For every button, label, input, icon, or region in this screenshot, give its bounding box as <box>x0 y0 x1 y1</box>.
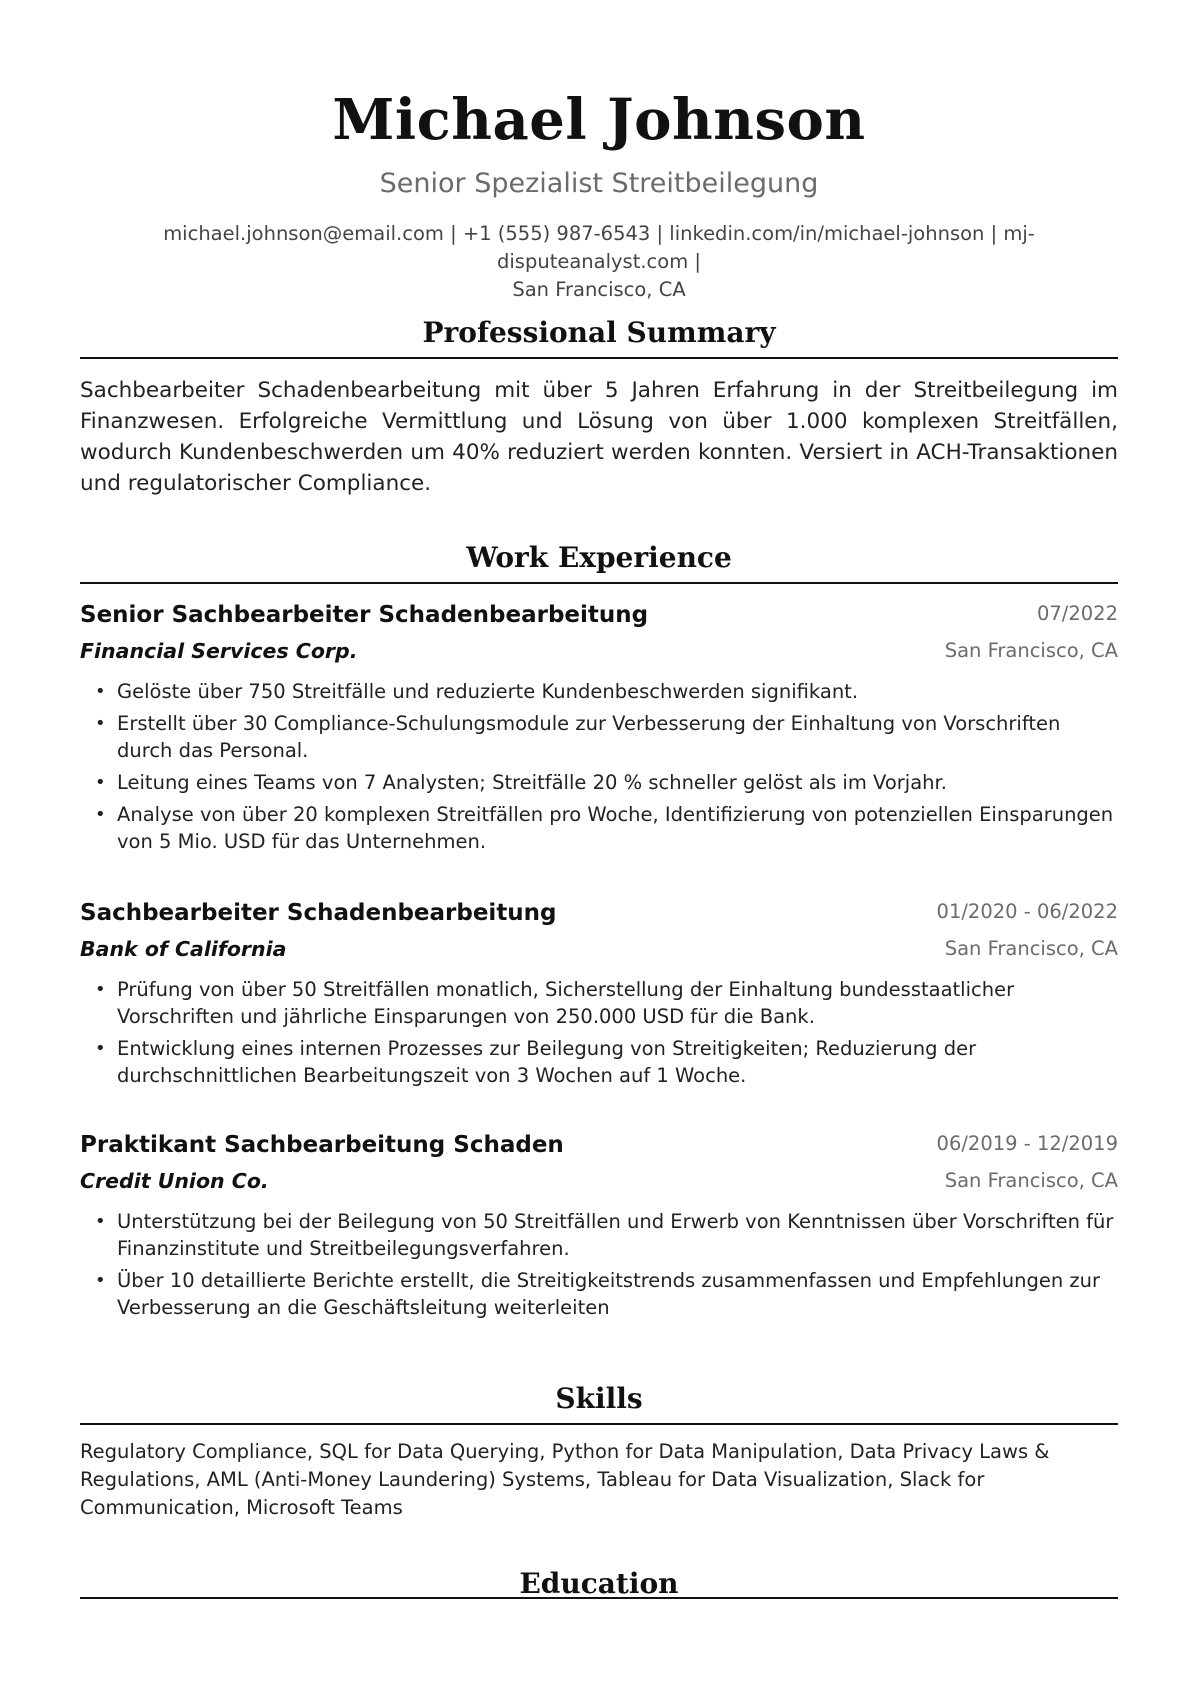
job-bullet: • Entwicklung eines internen Prozesses zur Beilegung von Streitigkeiten; Reduzierung der durchschnittlichen Bearbeitungszeit von 3 Wochen auf 1 Woche. <box>95 1037 977 1087</box>
job-entry <box>80 1128 1118 1326</box>
job-bullet: • Unterstützung bei der Beilegung von 50 Streitfällen und Erwerb von Kenntnissen über Vorschriften für Finanzinstitute und Streitbeilegungsverfahren. <box>95 1210 1114 1260</box>
bullet-icon: • <box>95 1211 106 1232</box>
summary-text: Sachbearbeiter Schadenbearbeitung mit über 5 Jahren Erfahrung in der Streitbeilegung im Finanzwesen. Erfolgreiche Vermittlung und Lösung von über 1.000 komplexen Streitfällen, wodurch Kundenbeschwerden um 40% reduziert werden konnten. Versiert in ACH-Transaktionen und regulatorischer Compliance. <box>80 378 1118 496</box>
bullet-icon: • <box>95 772 106 793</box>
skills-divider <box>80 1423 1118 1425</box>
job-company: Credit Union Co. <box>80 1169 269 1193</box>
skills-heading: Skills <box>555 1382 643 1415</box>
bullet-icon: • <box>95 979 106 1000</box>
job-bullet: • Gelöste über 750 Streitfälle und reduzierte Kundenbeschwerden signifikant. <box>95 680 859 703</box>
summary-heading: Professional Summary <box>422 316 776 349</box>
job-bullets <box>80 1208 1118 1321</box>
job-role: Praktikant Sachbearbeitung Schaden <box>80 1132 564 1158</box>
job-role: Sachbearbeiter Schadenbearbeitung <box>80 900 557 926</box>
experience-divider <box>80 582 1118 584</box>
job-location: San Francisco, CA <box>944 639 1118 662</box>
bullet-icon: • <box>95 713 106 734</box>
job-date: 01/2020 - 06/2022 <box>936 900 1118 923</box>
job-bullet: • Leitung eines Teams von 7 Analysten; Streitfälle 20 % schneller gelöst als im Vorjahr. <box>95 771 947 794</box>
bullet-icon: • <box>95 681 106 702</box>
contact-location: San Francisco, CA <box>512 278 686 301</box>
experience-heading: Work Experience <box>466 541 732 574</box>
candidate-title: Senior Spezialist Streitbeilegung <box>379 168 819 199</box>
summary-divider <box>80 357 1118 359</box>
bullet-icon: • <box>95 1270 106 1291</box>
skills-text: Regulatory Compliance, SQL for Data Querying, Python for Data Manipulation, Data Privacy Laws & Regulations, AML (Anti-Money Laundering) Systems, Tableau for Data Visualization, Slack for Communication, Microsoft Teams <box>80 1440 1050 1519</box>
job-entry <box>80 598 1118 860</box>
job-company: Bank of California <box>80 937 287 961</box>
job-location: San Francisco, CA <box>944 937 1118 960</box>
education-heading: Education <box>519 1567 679 1600</box>
job-bullets <box>80 678 1118 855</box>
job-bullet: • Erstellt über 30 Compliance-Schulungsmodule zur Verbesserung der Einhaltung von Vorschriften durch das Personal. <box>95 712 1061 762</box>
contact-info <box>80 220 1118 304</box>
job-date: 07/2022 <box>1036 602 1118 625</box>
job-role: Senior Sachbearbeiter Schadenbearbeitung <box>80 602 649 628</box>
bullet-icon: • <box>95 804 106 825</box>
education-divider <box>80 1597 1118 1599</box>
job-bullets <box>80 976 1118 1089</box>
bullet-icon: • <box>95 1038 106 1059</box>
contact-line: michael.johnson@email.com | +1 (555) 987-6543 | linkedin.com/in/michael-johnson | mj-disputeanalyst.com | <box>163 222 1035 273</box>
job-bullet: • Über 10 detaillierte Berichte erstellt, die Streitigkeitstrends zusammenfassen und Empfehlungen zur Verbesserung an die Geschäftsleitung weiterleiten <box>95 1269 1101 1319</box>
job-location: San Francisco, CA <box>944 1169 1118 1192</box>
job-bullet: • Prüfung von über 50 Streitfällen monatlich, Sicherstellung der Einhaltung bundesstaatlicher Vorschriften und jährliche Einsparungen von 250.000 USD für die Bank. <box>95 978 1015 1028</box>
candidate-name: Michael Johnson <box>332 87 866 153</box>
job-entry <box>80 896 1118 1094</box>
job-company: Financial Services Corp. <box>80 639 358 663</box>
job-date: 06/2019 - 12/2019 <box>936 1132 1118 1155</box>
job-bullet: • Analyse von über 20 komplexen Streitfällen pro Woche, Identifizierung von potenziellen Einsparungen von 5 Mio. USD für das Unternehmen. <box>95 803 1114 853</box>
